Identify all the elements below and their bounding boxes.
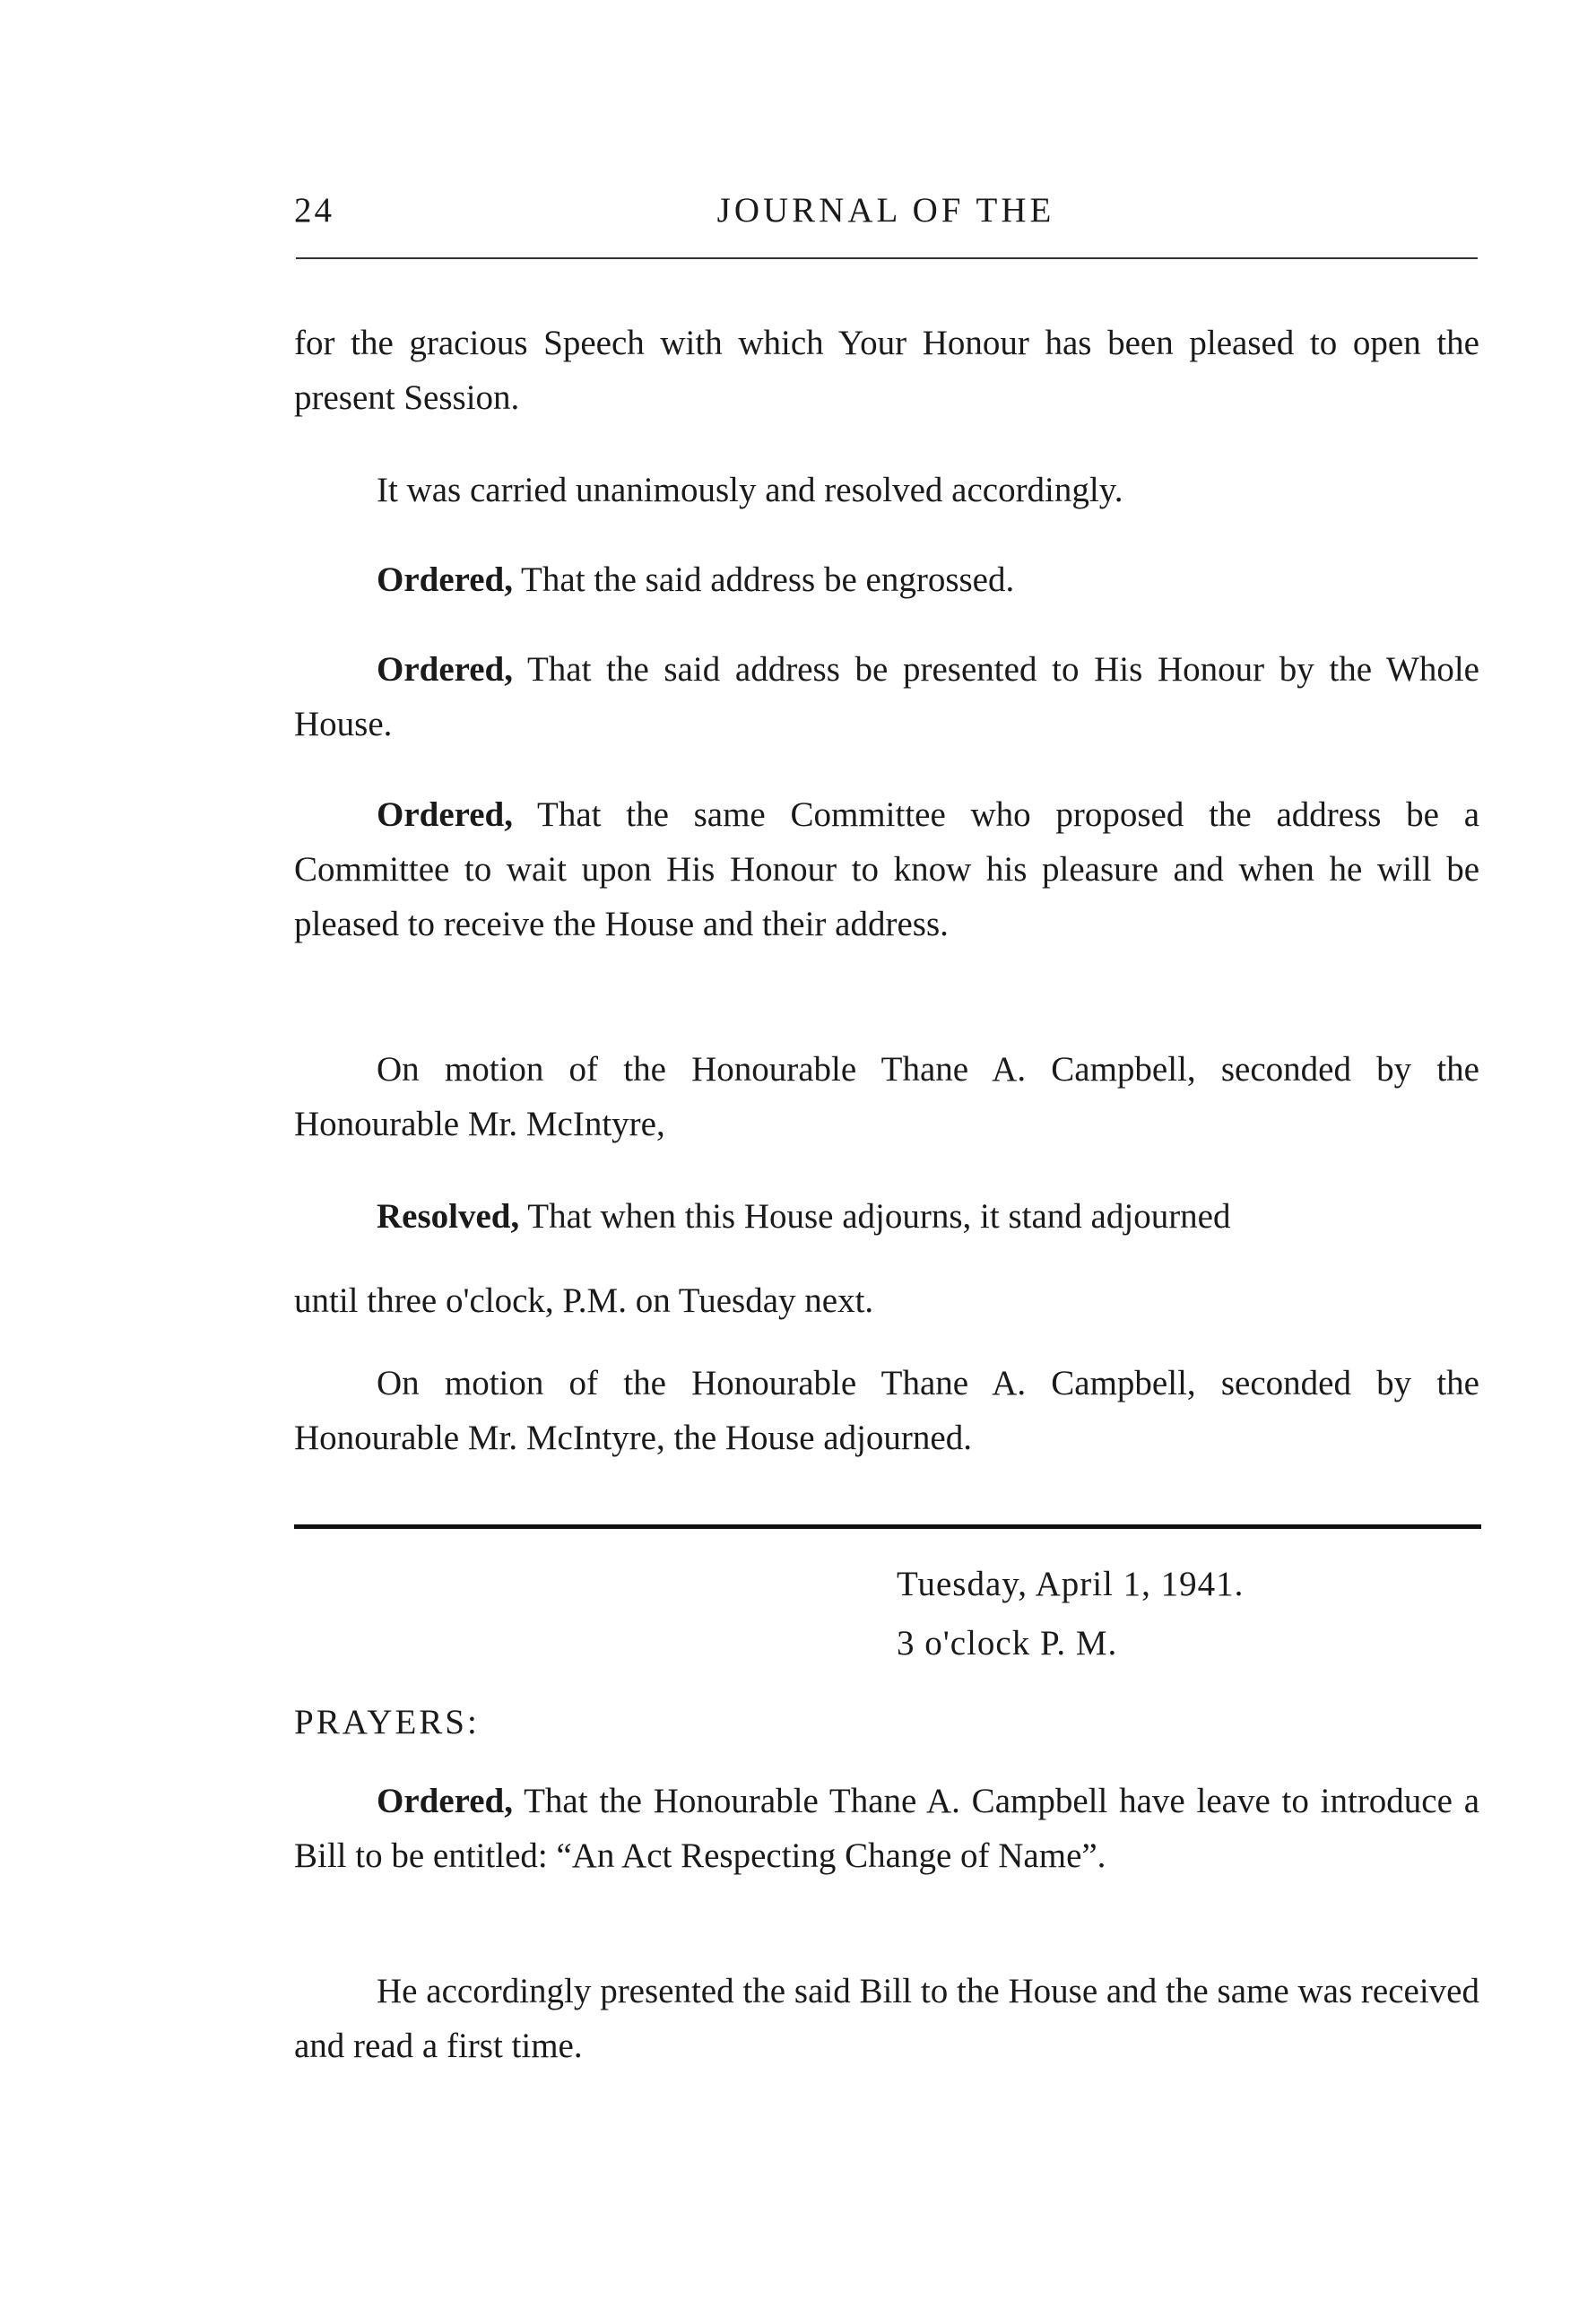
page-number: 24 [294, 191, 334, 230]
ordered-text: That the Honourable Thane A. Campbell have leave to introduce a Bill to be entitled: “An Act Respecting Change of Name”. [294, 1782, 1479, 1875]
sitting-date: Tuesday, April 1, 1941. [897, 1565, 1245, 1603]
paragraph-text: It was carried unanimously and resolved accordingly. [377, 471, 1123, 509]
paragraph-text [294, 787, 1479, 951]
ordered-lead: Ordered, [377, 650, 514, 689]
header-rule [296, 257, 1478, 259]
paragraph-ordered-bill [294, 1774, 1479, 1883]
paragraph-text [294, 1774, 1479, 1883]
paragraph-resolved [294, 1189, 1479, 1244]
paragraph-ordered-committee [294, 787, 1479, 951]
paragraph-bill-presented [294, 1964, 1479, 2073]
paragraph-carried [294, 463, 1479, 517]
ordered-text: That the said address be engrossed. [513, 560, 1015, 599]
paragraph-ordered-engrossed [294, 552, 1479, 607]
paragraph-text: On motion of the Honourable Thane A. Campbell, seconded by the Honourable Mr. McIntyre, [294, 1050, 1479, 1143]
paragraph-motion [294, 1042, 1479, 1151]
prayers-heading: PRAYERS: [294, 1703, 480, 1741]
paragraph-ordered-presented [294, 642, 1479, 751]
paragraph-text: He accordingly presented the said Bill to the House and the same was received and read a first time. [294, 1972, 1479, 2065]
resolved-text: That when this House adjourns, it stand adjourned [519, 1197, 1231, 1236]
paragraph-text: for the gracious Speech with which Your Honour has been pleased to open the present Session. [294, 324, 1479, 417]
resolved-lead: Resolved, [377, 1197, 520, 1236]
running-head: JOURNAL OF THE [716, 191, 1055, 230]
paragraph-text [294, 552, 1479, 607]
paragraph-adjourned [294, 1356, 1479, 1465]
paragraph-text: until three o'clock, P.M. on Tuesday next. [294, 1281, 874, 1320]
paragraph-text: On motion of the Honourable Thane A. Campbell, seconded by the Honourable Mr. McIntyre, the House adjourned. [294, 1364, 1479, 1457]
sitting-time: 3 o'clock P. M. [897, 1624, 1118, 1663]
page-header [294, 190, 1478, 244]
ordered-lead: Ordered, [377, 795, 514, 834]
paragraph-resolved-continued [294, 1273, 1479, 1328]
ordered-text: That the same Committee who proposed the address be a Committee to wait upon His Honour to know his pleasure and when he will be pleased to receive the House and their address. [294, 795, 1479, 943]
paragraph-continuation [294, 316, 1479, 425]
paragraph-text [294, 1189, 1479, 1244]
paragraph-text [294, 642, 1479, 751]
ordered-text: That the said address be presented to His Honour by the Whole House. [294, 650, 1479, 743]
ordered-lead: Ordered, [377, 560, 514, 599]
ordered-lead: Ordered, [377, 1782, 514, 1820]
section-rule [294, 1524, 1481, 1529]
